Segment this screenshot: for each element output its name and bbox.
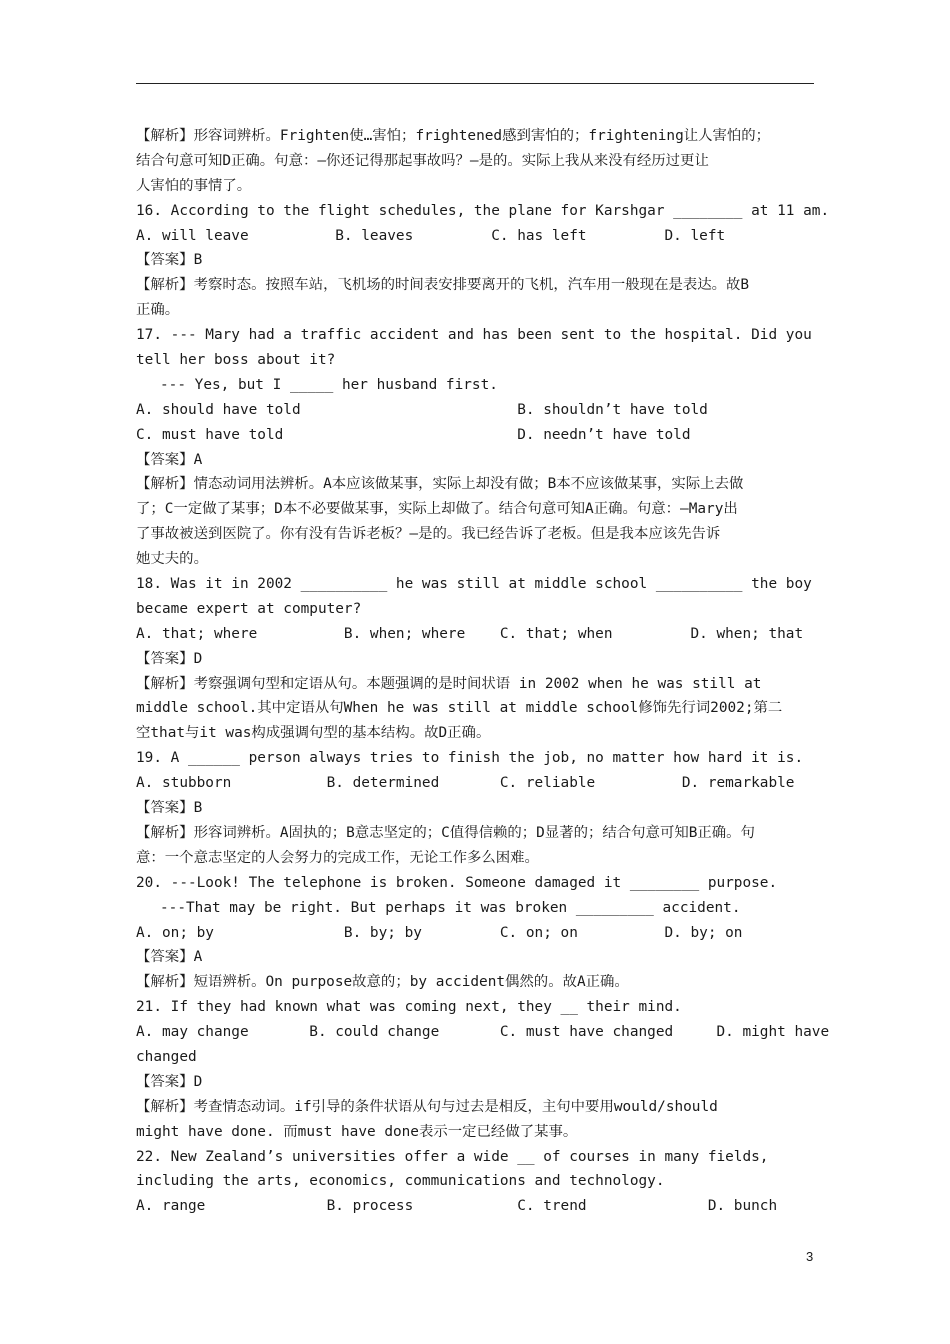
- options-16: A. will leave B. leaves C. has left D. left: [136, 227, 726, 244]
- question-16: 16. According to the flight schedules, the plane for Karshgar ________ at 11 am.: [136, 202, 830, 219]
- question-17: 17. --- Mary had a traffic accident and has been sent to the hospital. Did you: [136, 327, 812, 344]
- analysis-16: 【解析】考察时态。按照车站，飞机场的时间表安排要离开的飞机，汽车用一般现在是表达。故B: [136, 277, 750, 294]
- document-body: [136, 124, 830, 1219]
- options-21: A. may change B. could change C. must have changed D. might have: [136, 1024, 830, 1041]
- analysis-17-cont: 她丈夫的。: [136, 551, 208, 568]
- question-19: 19. A ______ person always tries to finish the job, no matter how hard it is.: [136, 750, 804, 767]
- question-18-cont: became expert at computer?: [136, 600, 362, 617]
- text-line: 结合句意可知D正确。句意：—你还记得那起事故吗？—是的。实际上我从来没有经历过更让: [136, 152, 709, 169]
- answer-17: 【答案】A: [136, 451, 203, 468]
- options-22: A. range B. process C. trend D. bunch: [136, 1198, 778, 1215]
- question-22-cont: including the arts, economics, communications and technology.: [136, 1173, 665, 1190]
- question-17-cont: tell her boss about it?: [136, 352, 336, 369]
- options-20: A. on; by B. by; by C. on; on D. by; on: [136, 924, 743, 941]
- analysis-21: 【解析】考查情态动词。if引导的条件状语从句与过去是相反，主句中要用would/should: [136, 1098, 718, 1115]
- analysis-16-cont: 正确。: [136, 302, 180, 319]
- answer-21: 【答案】D: [136, 1073, 203, 1090]
- analysis-18-cont: middle school.其中定语从句When he was still at middle school修饰先行词2002;第二: [136, 700, 783, 717]
- question-17-reply: --- Yes, but I _____ her husband first.: [160, 376, 498, 393]
- options-17-ab: A. should have told B. shouldn’t have told: [136, 401, 708, 418]
- answer-19: 【答案】B: [136, 800, 203, 817]
- answer-16: 【答案】B: [136, 252, 203, 269]
- analysis-17: 【解析】情态动词用法辨析。A本应该做某事，实际上却没有做；B本不应该做某事，实际上去做: [136, 476, 744, 493]
- question-21: 21. If they had known what was coming next, they __ their mind.: [136, 999, 682, 1016]
- analysis-19: 【解析】形容词辨析。A固执的；B意志坚定的；C值得信赖的；D显著的；结合句意可知B正确。句: [136, 824, 755, 841]
- options-18: A. that; where B. when; where C. that; when D. when; that: [136, 625, 804, 642]
- page-number: 3: [806, 1249, 814, 1264]
- answer-20: 【答案】A: [136, 949, 203, 966]
- analysis-18-cont: 空that与it was构成强调句型的基本结构。故D正确。: [136, 725, 491, 742]
- options-21-cont: changed: [136, 1048, 197, 1065]
- header-rule: [136, 83, 814, 84]
- analysis-20: 【解析】短语辨析。On purpose故意的；by accident偶然的。故A正确。: [136, 974, 629, 991]
- question-20-reply: ---That may be right. But perhaps it was broken _________ accident.: [160, 899, 741, 916]
- text-line: 【解析】形容词辨析。Frighten使…害怕；frightened感到害怕的；frightening让人害怕的；: [136, 128, 771, 144]
- analysis-17-cont: 了事故被送到医院了。你有没有告诉老板？—是的。我已经告诉了老板。但是我本应该先告诉: [136, 526, 721, 543]
- analysis-21-cont: might have done. 而must have done表示一定已经做了某事。: [136, 1123, 578, 1140]
- options-19: A. stubborn B. determined C. reliable D. remarkable: [136, 775, 795, 792]
- analysis-17-cont: 了；C一定做了某事；D本不必要做某事，实际上却做了。结合句意可知A正确。句意：—Mary出: [136, 501, 738, 518]
- question-18: 18. Was it in 2002 __________ he was still at middle school __________ the boy: [136, 576, 812, 593]
- text-line: 人害怕的事情了。: [136, 177, 252, 194]
- question-22: 22. New Zealand’s universities offer a wide __ of courses in many fields,: [136, 1148, 769, 1165]
- answer-18: 【答案】D: [136, 650, 203, 667]
- analysis-18: 【解析】考察强调句型和定语从句。本题强调的是时间状语 in 2002 when he was still at: [136, 675, 762, 692]
- question-20: 20. ---Look! The telephone is broken. Someone damaged it ________ purpose.: [136, 874, 778, 891]
- analysis-19-cont: 意：一个意志坚定的人会努力的完成工作，无论工作多么困难。: [136, 849, 539, 866]
- options-17-cd: C. must have told D. needn’t have told: [136, 426, 691, 443]
